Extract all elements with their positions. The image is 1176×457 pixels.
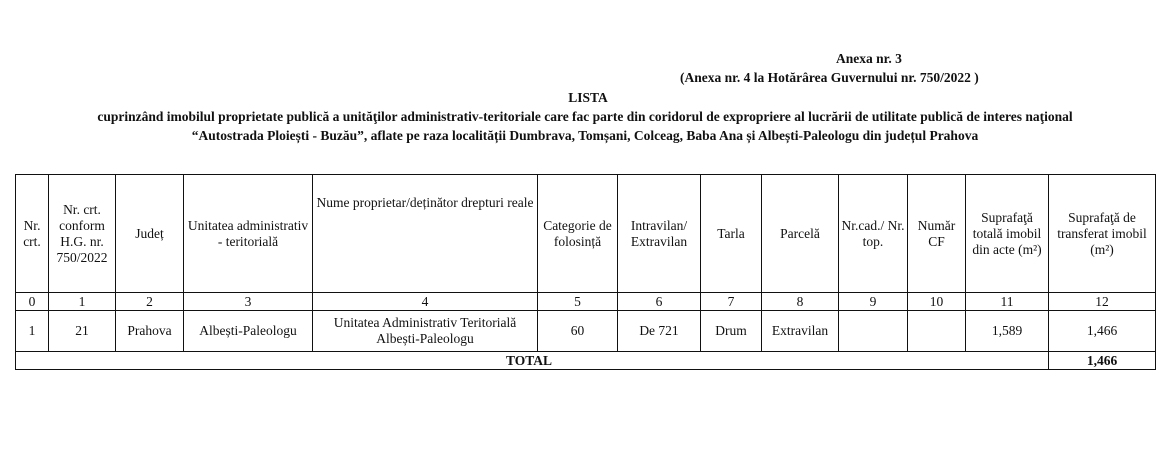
- column-index: 10: [908, 293, 966, 311]
- annex-reference: (Anexa nr. 4 la Hotărârea Guvernului nr. 750/2022 ): [680, 70, 979, 85]
- table-row: [16, 311, 1156, 352]
- total-value: 1,466: [1049, 352, 1156, 370]
- column-index: 9: [839, 293, 908, 311]
- col-header-suprafata-transfer: Suprafaţă de transferat imobil (m²): [1049, 175, 1156, 293]
- property-table: [15, 174, 1156, 370]
- cell-suprafata-transfer: 1,466: [1049, 311, 1156, 352]
- col-header-proprietar: Nume proprietar/deținător drepturi reale: [313, 175, 538, 293]
- column-index: 2: [116, 293, 184, 311]
- col-header-intravilan: Intravilan/ Extravilan: [618, 175, 701, 293]
- column-index: 0: [16, 293, 49, 311]
- col-header-nr-cad: Nr.cad./ Nr. top.: [839, 175, 908, 293]
- cell-tarla: Drum: [701, 311, 762, 352]
- cell-nr-crt: 1: [16, 311, 49, 352]
- document-description-line-2: “Autostrada Ploiești - Buzău”, aflate pe raza localității Dumbrava, Tomșani, Colceag, Baba Ana și Albești-Paleologu din județul Prahova: [191, 128, 979, 143]
- column-index-row: [16, 293, 1156, 311]
- cell-judet: Prahova: [116, 311, 184, 352]
- col-header-tarla: Tarla: [701, 175, 762, 293]
- col-header-numar-cf: Număr CF: [908, 175, 966, 293]
- cell-numar-cf: [908, 311, 966, 352]
- document-description-line-1: cuprinzând imobilul proprietate publică a unităţilor administrativ-teritoriale care fac parte din coridorul de expropriere al lucrării de utilitate publică de interes naţional: [97, 109, 1073, 124]
- col-header-suprafata-totala: Suprafaţă totală imobil din acte (m²): [966, 175, 1049, 293]
- column-index: 5: [538, 293, 618, 311]
- col-header-nr-crt-hg: Nr. crt. conform H.G. nr. 750/2022: [49, 175, 116, 293]
- document-title: LISTA: [568, 90, 608, 105]
- column-index: 3: [184, 293, 313, 311]
- column-index: 12: [1049, 293, 1156, 311]
- column-index: 8: [762, 293, 839, 311]
- col-header-categorie: Categorie de folosință: [538, 175, 618, 293]
- column-index: 11: [966, 293, 1049, 311]
- cell-proprietar: Unitatea Administrativ Teritorială Albești-Paleologu: [313, 311, 538, 352]
- total-row: [16, 352, 1156, 370]
- column-index: 1: [49, 293, 116, 311]
- cell-suprafata-totala: 1,589: [966, 311, 1049, 352]
- cell-parcela: Extravilan: [762, 311, 839, 352]
- col-header-nr-crt: Nr. crt.: [16, 175, 49, 293]
- column-index: 4: [313, 293, 538, 311]
- col-header-parcela: Parcelă: [762, 175, 839, 293]
- cell-intravilan: De 721: [618, 311, 701, 352]
- cell-nr-crt-hg: 21: [49, 311, 116, 352]
- total-label: TOTAL: [16, 352, 1049, 370]
- column-index: 7: [701, 293, 762, 311]
- column-index: 6: [618, 293, 701, 311]
- cell-uat: Albești-Paleologu: [184, 311, 313, 352]
- cell-nr-cad: [839, 311, 908, 352]
- col-header-judet: Județ: [116, 175, 184, 293]
- col-header-uat: Unitatea administrativ - teritorială: [184, 175, 313, 293]
- annex-number: Anexa nr. 3: [836, 51, 902, 66]
- cell-categorie: 60: [538, 311, 618, 352]
- table-header-row: [16, 175, 1156, 293]
